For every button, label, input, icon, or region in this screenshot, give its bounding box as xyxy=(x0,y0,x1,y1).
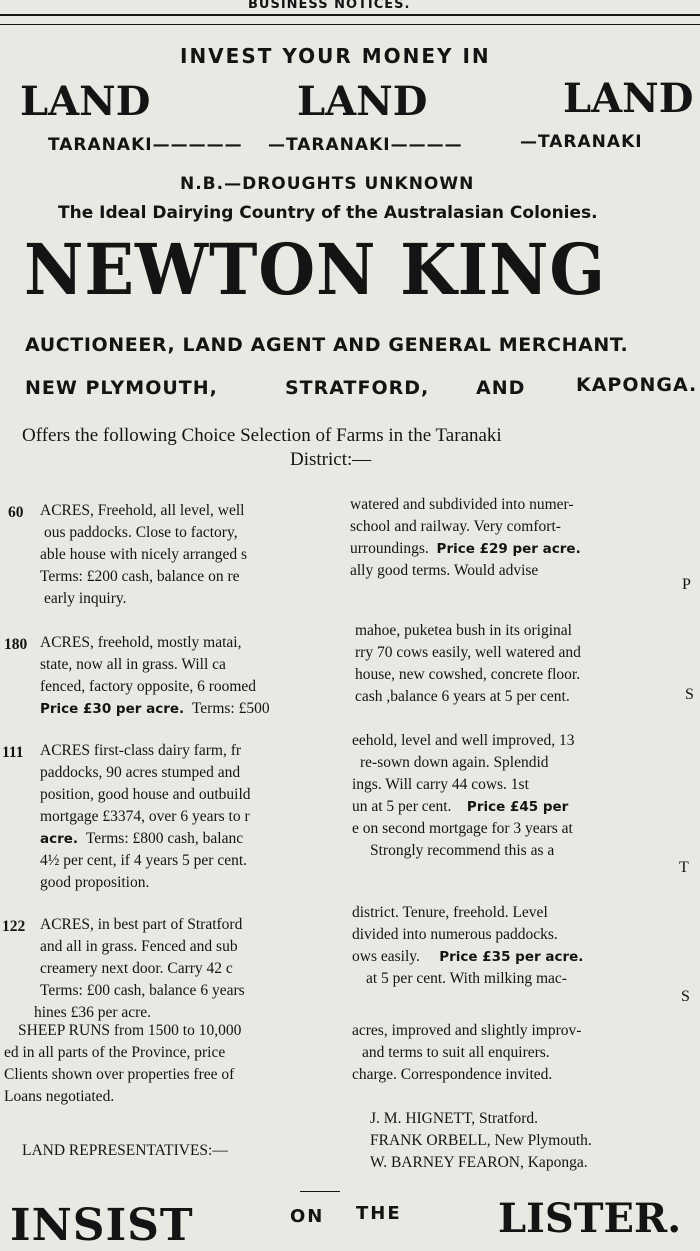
listing-line: ows easily. Price £35 per acre. xyxy=(352,948,584,965)
listing-line: house, new cowshed, concrete floor. xyxy=(355,666,581,683)
listing-line: Strongly recommend this as a xyxy=(370,842,555,859)
top-rule-2 xyxy=(0,24,700,25)
town-new-plymouth: NEW PLYMOUTH, xyxy=(25,377,218,399)
listing-line: early inquiry. xyxy=(44,590,127,607)
listing-line: Clients shown over properties free of xyxy=(4,1066,235,1083)
listing-1-right xyxy=(350,494,581,582)
listing-2-right xyxy=(355,620,581,708)
land-word-1: LAND xyxy=(20,78,151,125)
listing-3-price: Price £45 per xyxy=(466,799,569,815)
listing-line: ACRES, in best part of Stratford xyxy=(40,916,243,933)
top-rule xyxy=(0,14,700,16)
listing-line: un at 5 per cent. Price £45 per xyxy=(352,798,569,815)
listing-line: hines £36 per acre. xyxy=(34,1004,152,1021)
representative-name: J. M. HIGNETT, Stratford. xyxy=(370,1110,539,1127)
listing-line: district. Tenure, freehold. Level xyxy=(352,904,548,921)
listing-line: at 5 per cent. With milking mac- xyxy=(366,970,567,987)
town-and: AND xyxy=(476,377,526,399)
listing-1-price: Price £29 per acre. xyxy=(436,541,581,557)
margin-letter: P xyxy=(682,576,691,593)
listing-line: ed in all parts of the Province, price xyxy=(4,1044,226,1061)
town-kaponga: KAPONGA. xyxy=(576,374,698,396)
listing-line: acre. Terms: £800 cash, balanc xyxy=(40,830,244,847)
listing-line: charge. Correspondence invited. xyxy=(352,1066,553,1083)
brand-name: NEWTON KING xyxy=(24,228,606,311)
listing-4-acres: 122 xyxy=(2,918,26,935)
invest-headline: INVEST YOUR MONEY IN xyxy=(180,44,491,68)
representative-name: W. BARNEY FEARON, Kaponga. xyxy=(370,1154,588,1171)
listing-2-acres: 180 xyxy=(4,636,28,653)
droughts-notice: N.B.—DROUGHTS UNKNOWN xyxy=(180,174,475,194)
listing-line: e on second mortgage for 3 years at xyxy=(352,820,573,837)
footer-the: THE xyxy=(356,1203,402,1224)
listing-line: ally good terms. Would advise xyxy=(350,562,539,579)
listing-line: state, now all in grass. Will ca xyxy=(40,656,226,673)
listing-1-left xyxy=(40,500,247,610)
listing-line: good proposition. xyxy=(40,874,150,891)
listing-line: ACRES first-class dairy farm, fr xyxy=(40,742,242,759)
listing-line: Loans negotiated. xyxy=(4,1088,115,1105)
listing-3-right xyxy=(352,730,575,862)
footer-lister: LISTER. xyxy=(498,1195,682,1242)
listing-line: watered and subdivided into numer- xyxy=(350,496,574,513)
taranaki-1: TARANAKI————— xyxy=(48,135,243,155)
representatives-label: LAND REPRESENTATIVES:— xyxy=(22,1142,228,1159)
listing-line: cash ,balance 6 years at 5 per cent. xyxy=(355,688,570,705)
listing-line: Terms: £200 cash, balance on re xyxy=(40,568,240,585)
listing-2-price: Price £30 per acre. xyxy=(40,701,185,717)
listing-line: and terms to suit all enquirers. xyxy=(362,1044,550,1061)
listing-line: rry 70 cows easily, well watered and xyxy=(355,644,581,661)
intro-line-2: District:— xyxy=(290,449,372,470)
listing-line: ings. Will carry 44 cows. 1st xyxy=(352,776,529,793)
listing-line: ACRES, freehold, mostly matai, xyxy=(40,634,242,651)
listing-3-acres: 111 xyxy=(2,744,24,761)
listing-line: re-sown down again. Splendid xyxy=(360,754,549,771)
land-word-2: LAND xyxy=(297,78,428,125)
listing-line: Terms: £00 cash, balance 6 years xyxy=(40,982,245,999)
listing-line: urroundings. Price £29 per acre. xyxy=(350,540,581,557)
town-stratford: STRATFORD, xyxy=(285,377,430,399)
listing-3-left xyxy=(40,740,251,894)
listing-line: and all in grass. Fenced and sub xyxy=(40,938,238,955)
footer-rule xyxy=(300,1191,340,1192)
taranaki-3: —TARANAKI xyxy=(520,132,643,152)
intro-line-1: Offers the following Choice Selection of Farms in the Taranaki xyxy=(22,425,502,446)
sheep-runs-right xyxy=(352,1020,581,1086)
listing-line: creamery next door. Carry 42 c xyxy=(40,960,233,977)
listing-line: mortgage £3374, over 6 years to r xyxy=(40,808,250,825)
ideal-country-line: The Ideal Dairying Country of the Australasian Colonies. xyxy=(58,203,598,223)
listing-4-right xyxy=(352,902,583,990)
margin-letter: S xyxy=(685,686,694,703)
listing-1-acres: 60 xyxy=(8,504,24,521)
listing-2-left xyxy=(40,632,270,720)
taranaki-2: —TARANAKI———— xyxy=(268,135,463,155)
listing-line: ous paddocks. Close to factory, xyxy=(44,524,238,541)
listing-line: school and railway. Very comfort- xyxy=(350,518,561,535)
sheep-runs-left xyxy=(4,1020,241,1108)
listing-line: paddocks, 90 acres stumped and xyxy=(40,764,241,781)
listing-line: position, good house and outbuild xyxy=(40,786,251,803)
listing-line: able house with nicely arranged s xyxy=(40,546,248,563)
listing-line: Price £30 per acre. Terms: £500 xyxy=(40,700,270,717)
representatives-list xyxy=(370,1108,592,1174)
listing-line: fenced, factory opposite, 6 roomed xyxy=(40,678,257,695)
listing-line: eehold, level and well improved, 13 xyxy=(352,732,575,749)
listing-line: SHEEP RUNS from 1500 to 10,000 xyxy=(18,1022,242,1039)
representative-name: FRANK ORBELL, New Plymouth. xyxy=(370,1132,592,1149)
margin-letter: T xyxy=(679,859,689,876)
listing-4-price: Price £35 per acre. xyxy=(439,949,584,965)
margin-letter: S xyxy=(681,988,690,1005)
business-role: AUCTIONEER, LAND AGENT AND GENERAL MERCHANT. xyxy=(25,334,629,356)
footer-on: ON xyxy=(290,1206,325,1227)
listing-line: acres, improved and slightly improv- xyxy=(352,1022,582,1039)
section-heading: BUSINESS NOTICES. xyxy=(248,0,411,12)
land-word-3: LAND xyxy=(563,75,694,122)
listing-line: ACRES, Freehold, all level, well xyxy=(40,502,245,519)
listing-line: divided into numerous paddocks. xyxy=(352,926,558,943)
footer-insist: INSIST xyxy=(10,1200,194,1251)
listing-line: mahoe, puketea bush in its original xyxy=(355,622,572,639)
listing-line: 4½ per cent, if 4 years 5 per cent. xyxy=(40,852,248,869)
listing-4-left xyxy=(34,914,245,1024)
